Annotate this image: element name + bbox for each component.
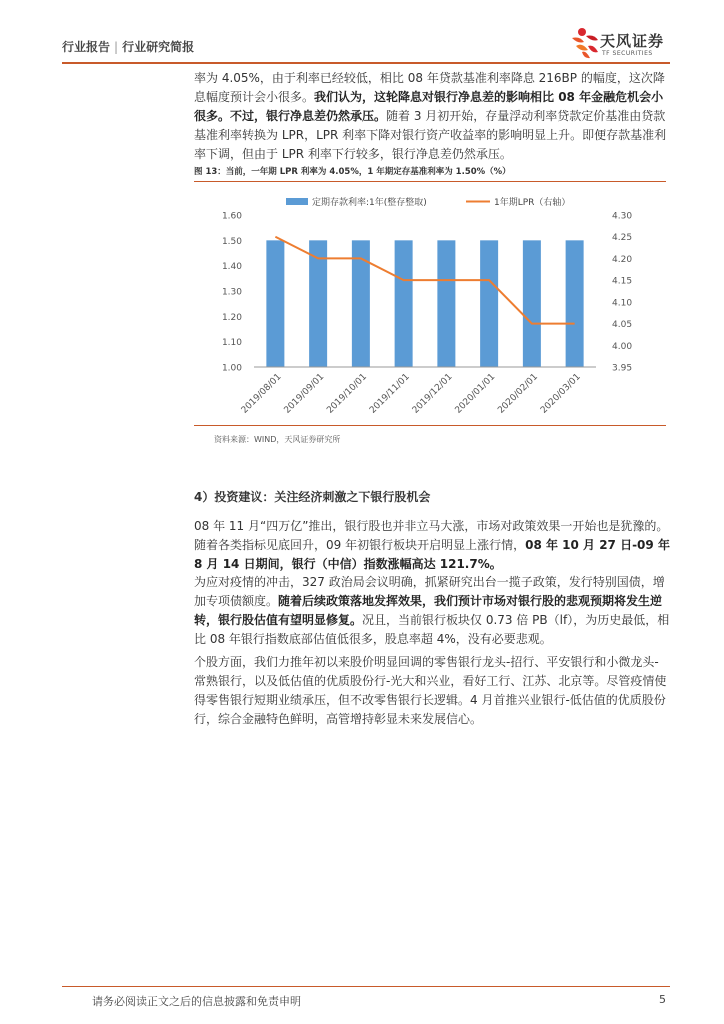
x-tick-label: 2019/11/01 xyxy=(367,372,412,416)
figure-source: 资料来源：WIND，天风证券研究所 xyxy=(214,435,341,444)
y-right-tick-label: 4.25 xyxy=(612,233,633,244)
footer-disclaimer: 请务必阅读正文之后的信息披露和免责申明 xyxy=(92,995,301,1008)
x-tick-label: 2019/10/01 xyxy=(325,372,369,416)
y-right-tick-label: 4.30 xyxy=(612,211,633,222)
x-tick-label: 2019/09/01 xyxy=(282,372,327,416)
y-left-tick-label: 1.30 xyxy=(221,287,242,298)
chart-bar xyxy=(566,240,584,367)
y-left-tick-label: 1.50 xyxy=(221,236,242,247)
logo-english-name: TF SECURITIES xyxy=(602,50,653,57)
paragraph-text: 随着 3 月初开始，存量浮动利率贷款定价基准由贷款基准利率转换为 LPR，LPR 利率下降对银行资产收益率的影响明显上升。即便存款基准利率下调，但由于 LPR 利率下行较多，银行净息差仍然承压。 xyxy=(194,109,667,161)
paragraph-text: 率为 4.05%，由于利率已经较低，相比 08 年贷款基准利率降息 216BP 的幅度，这次降息幅度预计会小很多。 xyxy=(194,71,665,104)
rate-chart xyxy=(194,186,666,422)
report-subcategory: 行业研究简报 xyxy=(122,40,195,54)
header-separator: | xyxy=(114,40,119,54)
chart-bar xyxy=(266,240,284,367)
y-left-tick-label: 1.60 xyxy=(221,211,242,222)
chart-bar xyxy=(480,240,498,367)
legend-bar-label: 定期存款利率:1年(整存整取) xyxy=(312,198,427,208)
y-right-tick-label: 4.00 xyxy=(612,341,633,352)
figure-bottom-rule xyxy=(194,425,666,426)
y-right-tick-label: 4.05 xyxy=(612,320,633,331)
chart-bar xyxy=(395,240,413,367)
y-right-tick-label: 4.20 xyxy=(612,254,633,265)
report-category: 行业报告 xyxy=(62,40,111,54)
x-tick-label: 2020/03/01 xyxy=(538,372,583,416)
y-left-tick-label: 1.40 xyxy=(221,262,242,273)
paragraph-text: 个股方面，我们力推年初以来股价明显回调的零售银行龙头-招行、平安银行和小微龙头-常熟银行，以及低估值的优质股份行-光大和兴业，看好工行、江苏、北京等。尽管疫情使得零售银行短期业绩承压，但不改零售银行长逻辑。4 月首推兴业银行-低估值的优质股份行，综合金融特色鲜明，高管增持彰显未来发展信心。 xyxy=(194,655,667,726)
header-divider xyxy=(62,62,670,64)
y-left-tick-label: 1.10 xyxy=(221,338,242,349)
paragraph-text: 08 年 11 月“四万亿”推出，银行股也并非立马大涨，市场对政策效果一开始也是犹豫的。随着各类指标见底回升，09 年初银行板块开启明显上涨行情， xyxy=(194,519,669,552)
y-left-tick-label: 1.00 xyxy=(221,363,242,374)
paragraph-emphasis: 08 年 10 月 27 日-09 年 8 月 14 日期间，银行（中信）指数涨幅高达 121.7%。 xyxy=(194,538,670,571)
legend-bar-swatch xyxy=(286,198,308,205)
paragraph-text: 况且，当前银行板块仅 0.73 倍 PB（lf），为历史最低，相比 08 年银行指数底部估值低很多，股息率超 4%，没有必要悲观。 xyxy=(194,613,670,646)
y-right-tick-label: 4.10 xyxy=(612,298,633,309)
paragraph-stock-picks xyxy=(194,653,670,729)
logo-name: 天风证券 xyxy=(600,32,665,50)
figure-title: 图 13：当前，一年期 LPR 利率为 4.05%，1 年期定存基准利率为 1.50%（%） xyxy=(194,167,511,177)
x-tick-label: 2020/01/01 xyxy=(453,372,498,416)
section-title: 4）投资建议：关注经济刺激之下银行股机会 xyxy=(194,490,431,504)
footer-divider xyxy=(62,986,670,987)
figure-top-rule xyxy=(194,181,666,182)
legend-line-label: 1年期LPR（右轴） xyxy=(494,198,571,208)
paragraph-emphasis: 我们认为，这轮降息对银行净息差的影响相比 08 年金融危机会小很多。不过，银行净息差仍然承压。 xyxy=(194,90,664,123)
paragraph-2008-history xyxy=(194,517,670,574)
x-tick-label: 2019/12/01 xyxy=(410,372,455,416)
paragraph-emphasis: 随着后续政策落地发挥效果，我们预计市场对银行股的悲观预期将发生逆转，银行股估值有望明显修复。 xyxy=(194,594,663,627)
chart-bar xyxy=(437,240,455,367)
y-right-tick-label: 3.95 xyxy=(612,363,633,374)
x-tick-label: 2019/08/01 xyxy=(239,372,284,416)
paragraph-text: 为应对疫情的冲击，327 政治局会议明确，抓紧研究出台一揽子政策，发行特别国债，增加专项债额度。 xyxy=(194,575,665,608)
chart-bar xyxy=(523,240,541,367)
y-left-tick-label: 1.20 xyxy=(221,312,242,323)
paragraph-policy-response xyxy=(194,573,670,649)
page-number: 5 xyxy=(659,993,666,1006)
paragraph-rate-impact xyxy=(194,69,670,164)
x-tick-label: 2020/02/01 xyxy=(496,372,540,416)
y-right-tick-label: 4.15 xyxy=(612,276,633,287)
report-header xyxy=(62,38,194,55)
